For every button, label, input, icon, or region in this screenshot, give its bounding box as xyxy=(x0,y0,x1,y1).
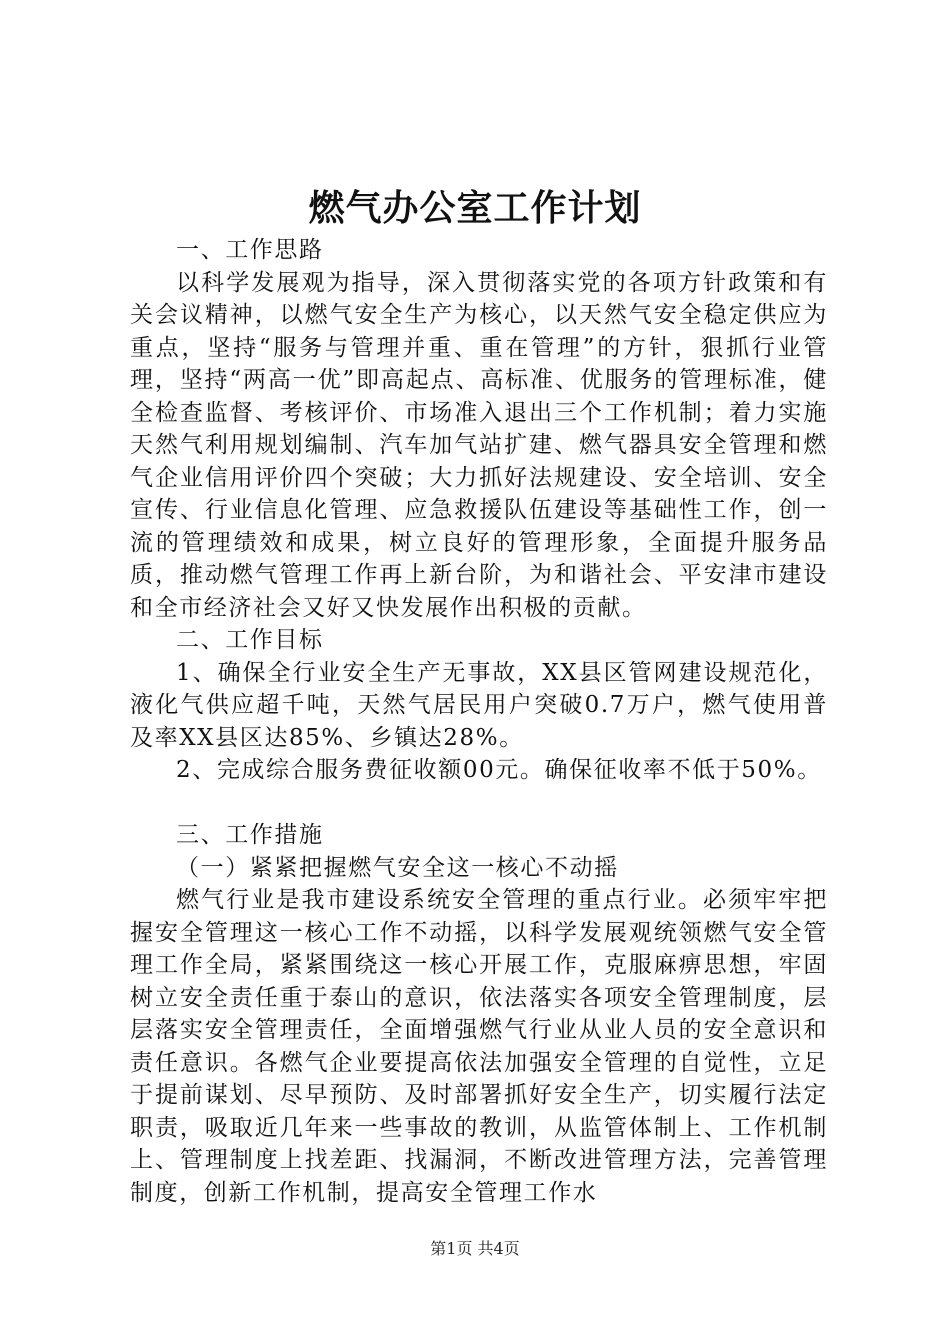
document-title: 燃气办公室工作计划 xyxy=(308,187,642,229)
section-heading-measures: 三、工作措施 xyxy=(176,822,324,848)
section-heading-ideas: 一、工作思路 xyxy=(176,237,324,263)
subsection-heading-safety: （一）紧紧把握燃气安全这一核心不动摇 xyxy=(176,854,619,881)
paragraph-goal-1: 1、确保全行业安全生产无事故，XX县区管网建设规范化，液化气供应超千吨，天然气居民用户突破0.7万户，燃气使用普及率XX县区达85%、乡镇达28%。 xyxy=(130,659,828,751)
paragraph-goal-2: 2、完成综合服务费征收额00元。确保征收率不低于50%。 xyxy=(176,757,822,783)
blank-line xyxy=(130,787,828,820)
document-body xyxy=(130,234,828,1209)
section-heading-goals: 二、工作目标 xyxy=(176,627,324,653)
paragraph-safety: 燃气行业是我市建设系统安全管理的重点行业。必须牢牢把握安全管理这一核心工作不动摇，以科学发展观统领燃气安全管理工作全局，紧紧围绕这一核心开展工作，克服麻痹思想，牢固树立安全责任重于泰山的意识，依法落实各项安全管理制度，层层落实安全管理责任，全面增强燃气行业从业人员的安全意识和责任意识。各燃气企业要提高依法加强安全管理的自觉性，立足于提前谋划、尽早预防、及时部署抓好安全生产，切实履行法定职责，吸取近几年来一些事故的教训，从监管体制上、工作机制上、管理制度上找差距、找漏洞，不断改进管理方法，完善管理制度，创新工作机制，提高安全管理工作水 xyxy=(130,887,828,1206)
page-footer: 第1页 共4页 xyxy=(430,1239,520,1258)
paragraph-ideas: 以科学发展观为指导，深入贯彻落实党的各项方针政策和有关会议精神，以燃气安全生产为核心，以天然气安全稳定供应为重点，坚持“服务与管理并重、重在管理”的方针，狠抓行业管理，坚持“两高一优”即高起点、高标准、优服务的管理标准，健全检查监督、考核评价、市场准入退出三个工作机制；着力实施天然气利用规划编制、汽车加气站扩建、燃气器具安全管理和燃气企业信用评价四个突破；大力抓好法规建设、安全培训、安全宣传、行业信息化管理、应急救援队伍建设等基础性工作，创一流的管理绩效和成果，树立良好的管理形象，全面提升服务品质，推动燃气管理工作再上新台阶，为和谐社会、平安津市建设和全市经济社会又好又快发展作出积极的贡献。 xyxy=(130,269,828,621)
